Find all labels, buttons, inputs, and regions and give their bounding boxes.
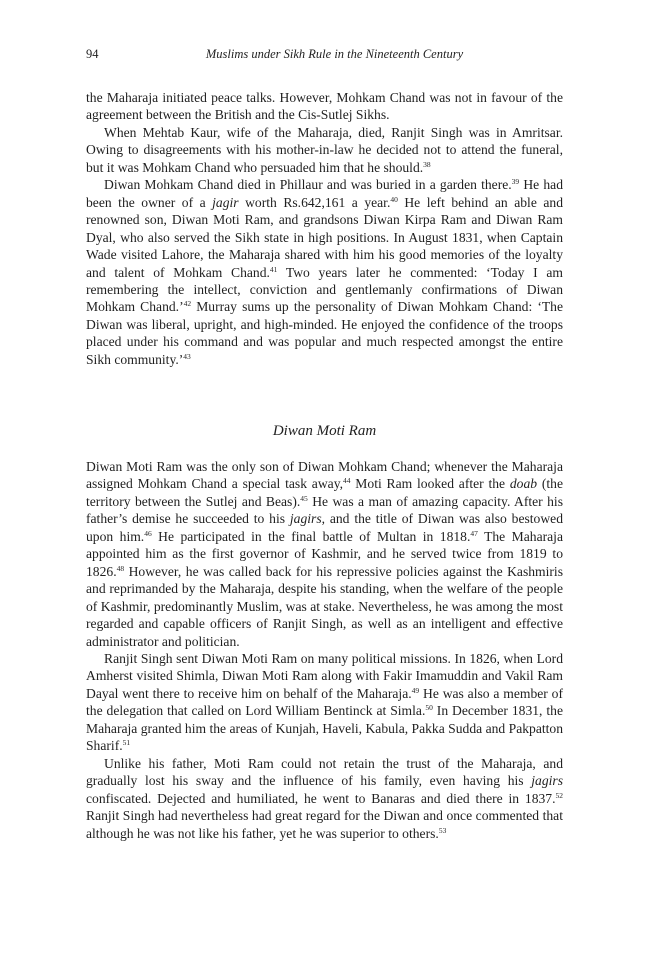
text-span: He participated in the final battle of Multan in 1818. xyxy=(151,528,471,544)
running-head xyxy=(86,47,563,67)
italic-term: jagir xyxy=(212,194,239,210)
footnote-ref: 50 xyxy=(425,703,433,713)
text-span: Murray sums up the personality of Diwan Mohkam Chand: ‘The Diwan was liberal, upright, and high-minded. He enjoyed the confidence of the troops placed under his command and was popular and much respected amongst the entire Sikh community.’ xyxy=(86,299,563,367)
footnote-ref: 52 xyxy=(555,790,563,800)
text-span: (the territory between the Sutlej and Beas). xyxy=(86,476,563,509)
book-page xyxy=(86,0,563,975)
paragraph xyxy=(86,89,563,124)
paragraph xyxy=(86,458,563,650)
text-span: Ranjit Singh had nevertheless had great regard for the Diwan and once commented that although he was not like his father, yet he was superior to others. xyxy=(86,808,563,841)
footnote-ref: 39 xyxy=(511,177,520,187)
text-span: the Maharaja initiated peace talks. However, Mohkam Chand was not in favour of the agreement between the British and the Cis-Sutlej Sikhs. xyxy=(86,90,563,123)
text-span: Diwan Mohkam Chand died in Phillaur and was buried in a garden there. xyxy=(104,177,512,193)
text-span: However, he was called back for his repressive policies against the Kashmiris and reprimanded by the Maharaja, despite his standing, when the welfare of the people of Kashmir, predominantly Muslim, was at stake. Nevertheless, he was among the most regarded and capable officers of Ranjit Singh, as well as an intelligent and effective administrator and politician. xyxy=(86,563,563,649)
italic-term: jagirs xyxy=(531,773,563,789)
paragraph xyxy=(86,176,563,368)
footnote-ref: 41 xyxy=(269,264,278,274)
footnote-ref: 47 xyxy=(470,528,478,538)
text-span: , and the title of Diwan was also bestowed upon him. xyxy=(86,511,564,544)
footnote-ref: 51 xyxy=(122,738,131,748)
footnote-ref: 53 xyxy=(438,825,447,835)
text-span: The Maharaja appointed him as the first governor of Kashmir, and he served twice from 1819 to 1826. xyxy=(86,528,563,579)
footnote-ref: 42 xyxy=(183,299,192,309)
footnote-ref: 49 xyxy=(411,685,420,695)
text-span: Unlike his father, Moti Ram could not retain the trust of the Maharaja, and gradually lost his sway and the influence of his family, even having his xyxy=(86,755,563,789)
italic-term: doab xyxy=(509,476,538,492)
paragraph xyxy=(86,650,563,755)
text-span: He had been the owner of a xyxy=(86,177,563,210)
footnote-ref: 40 xyxy=(390,194,398,204)
italic-term: jagirs xyxy=(289,511,322,527)
footnote-ref: 38 xyxy=(423,159,431,169)
footnote-ref: 46 xyxy=(144,528,152,538)
paragraph xyxy=(86,124,563,176)
paragraph xyxy=(86,755,563,842)
text-span: In December 1831, the Maharaja granted him the areas of Kunjah, Haveli, Kabula, Pakka Sudda and Pakpatton Sharif. xyxy=(86,703,563,754)
text-span: He was also a member of the delegation that called on Lord William Bentinck at Simla. xyxy=(86,685,563,719)
text-span: He left behind an able and renowned son, Diwan Moti Ram, and grandsons Diwan Kirpa Ram and Diwan Ram Dyal, who also served the Sikh state in high positions. In August 1831, when Captain Wade visited Lahore, the Maharaja shared with him his good memories of the loyalty and talent of Mohkam Chand. xyxy=(86,194,563,280)
footnote-ref: 45 xyxy=(300,493,308,503)
text-span: Diwan Moti Ram was the only son of Diwan Mohkam Chand; whenever the Maharaja assigned Mohkam Chand a special task away, xyxy=(86,459,563,492)
text-block-mohkam-chand xyxy=(86,89,563,368)
text-span: Ranjit Singh sent Diwan Moti Ram on many political missions. In 1826, when Lord Amherst visited Shimla, Diwan Moti Ram along with Fakir Imamuddin and Vakil Ram Dayal went there to receive him on behalf of the Maharaja. xyxy=(86,650,563,701)
text-span: Two years later he commented: ‘Today I am remembering the intellect, conviction and gentlemanly confirmations of Diwan Mohkam Chand.’ xyxy=(86,264,563,315)
text-span: He was a man of amazing capacity. After his father’s demise he succeeded to his xyxy=(86,493,563,527)
text-span: confiscated. Dejected and humiliated, he went to Banaras and died there in 1837. xyxy=(86,790,556,806)
text-span: worth Rs.642,161 a year. xyxy=(238,194,391,210)
footnote-ref: 43 xyxy=(183,351,191,361)
text-span: When Mehtab Kaur, wife of the Maharaja, died, Ranjit Singh was in Amritsar. Owing to disagreements with his mother-in-law he decided not to attend the funeral, but it was Mohkam Chand who persuaded him that he should. xyxy=(86,124,563,175)
text-span: Moti Ram looked after the xyxy=(350,476,510,492)
section-heading: Diwan Moti Ram xyxy=(272,423,377,439)
page-number: 94 xyxy=(86,47,99,61)
footnote-ref: 48 xyxy=(116,563,125,573)
text-block-moti-ram xyxy=(86,458,563,842)
running-title: Muslims under Sikh Rule in the Nineteenth Century xyxy=(205,47,464,61)
footnote-ref: 44 xyxy=(343,476,351,486)
